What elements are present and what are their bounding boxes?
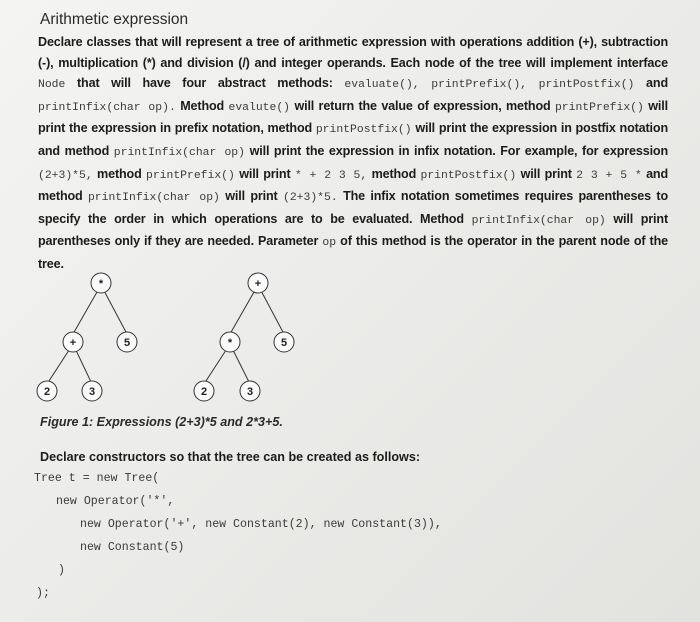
code-line: ); xyxy=(36,587,50,600)
text-segment: The infix notation sometimes requires parentheses to specify the order in which operations are to be evaluated. Method xyxy=(38,189,668,226)
code-line: new Operator('+', new Constant(2), new Constant(3)), xyxy=(80,518,442,531)
text-segment: will print xyxy=(225,189,278,204)
code-inline: printPrefix() xyxy=(554,101,644,114)
text-segment: Method xyxy=(180,98,225,113)
code-inline: op xyxy=(322,237,337,250)
text-segment: method xyxy=(97,166,142,181)
code-line: new Operator('*', xyxy=(56,495,175,508)
text-segment: will print the expression in infix notation. For example, for expression xyxy=(249,143,669,158)
figure-caption: Figure 1: Expressions (2+3)*5 and 2*3+5. xyxy=(40,415,283,429)
code-inline: printInfix(char op) xyxy=(87,192,220,205)
code-inline: printInfix(char op) xyxy=(471,214,606,227)
text-segment: will return the value of expression, method xyxy=(294,98,551,113)
code-inline: printPrefix() xyxy=(145,169,235,182)
code-inline: printPrefix(), xyxy=(431,79,527,92)
node-label: 3 xyxy=(246,386,254,398)
text-segment: Declare classes that will represent a tree of arithmetic expression with operations addition (+), subtraction (-), multiplication (*) and division (/) and integer operands. Each node of the tree will implement interface xyxy=(38,35,668,70)
text-segment: of this method is the operator in the parent node of the tree. xyxy=(38,234,668,271)
problem-description xyxy=(38,32,668,275)
code-inline: evalute() xyxy=(228,101,291,114)
code-line: Tree t = new Tree( xyxy=(34,472,160,485)
node-label: 2 xyxy=(43,386,51,398)
tree-edges xyxy=(47,285,284,384)
page-title: Arithmetic expression xyxy=(40,11,189,28)
code-inline: (2+3)*5. xyxy=(282,192,338,205)
code-inline: printPostfix() xyxy=(315,124,412,137)
text-segment: will print xyxy=(520,166,572,181)
code-inline: printPostfix() xyxy=(538,79,635,92)
node-label: * xyxy=(227,337,233,349)
code-inline: printInfix(char op). xyxy=(38,101,176,114)
code-inline: printPostfix() xyxy=(420,169,517,182)
code-line: ) xyxy=(58,564,65,577)
node-label: 2 xyxy=(200,386,208,398)
node-label: 5 xyxy=(123,337,131,349)
text-segment: that will have four abstract methods: xyxy=(77,76,333,91)
code-line: new Constant(5) xyxy=(80,541,185,554)
node-label: 3 xyxy=(88,386,96,398)
text-segment: will print the expression in prefix notation, method xyxy=(38,98,668,136)
code-inline: Node xyxy=(38,79,66,92)
node-label: + xyxy=(254,278,262,290)
code-inline: 2 3 + 5 * xyxy=(576,169,642,182)
code-inline: evaluate(), xyxy=(344,79,420,92)
text-segment: method xyxy=(371,166,417,181)
text-segment: will print the expression in postfix notation and method xyxy=(38,121,668,158)
text-segment: will print xyxy=(239,166,291,181)
code-inline: * + 2 3 5, xyxy=(294,169,368,182)
code-inline: (2+3)*5, xyxy=(38,169,93,182)
node-label: 5 xyxy=(280,337,288,349)
text-segment: will print parentheses only if they are needed. Parameter xyxy=(38,211,668,249)
expression-trees-figure xyxy=(0,262,700,412)
constructors-instruction: Declare constructors so that the tree can be created as follows: xyxy=(40,450,421,464)
node-label: * xyxy=(98,278,104,290)
text-segment: and xyxy=(646,76,668,91)
tree-nodes xyxy=(37,273,294,401)
node-label: + xyxy=(69,337,77,349)
code-inline: printInfix(char op) xyxy=(113,146,245,159)
text-segment: and method xyxy=(38,166,669,204)
